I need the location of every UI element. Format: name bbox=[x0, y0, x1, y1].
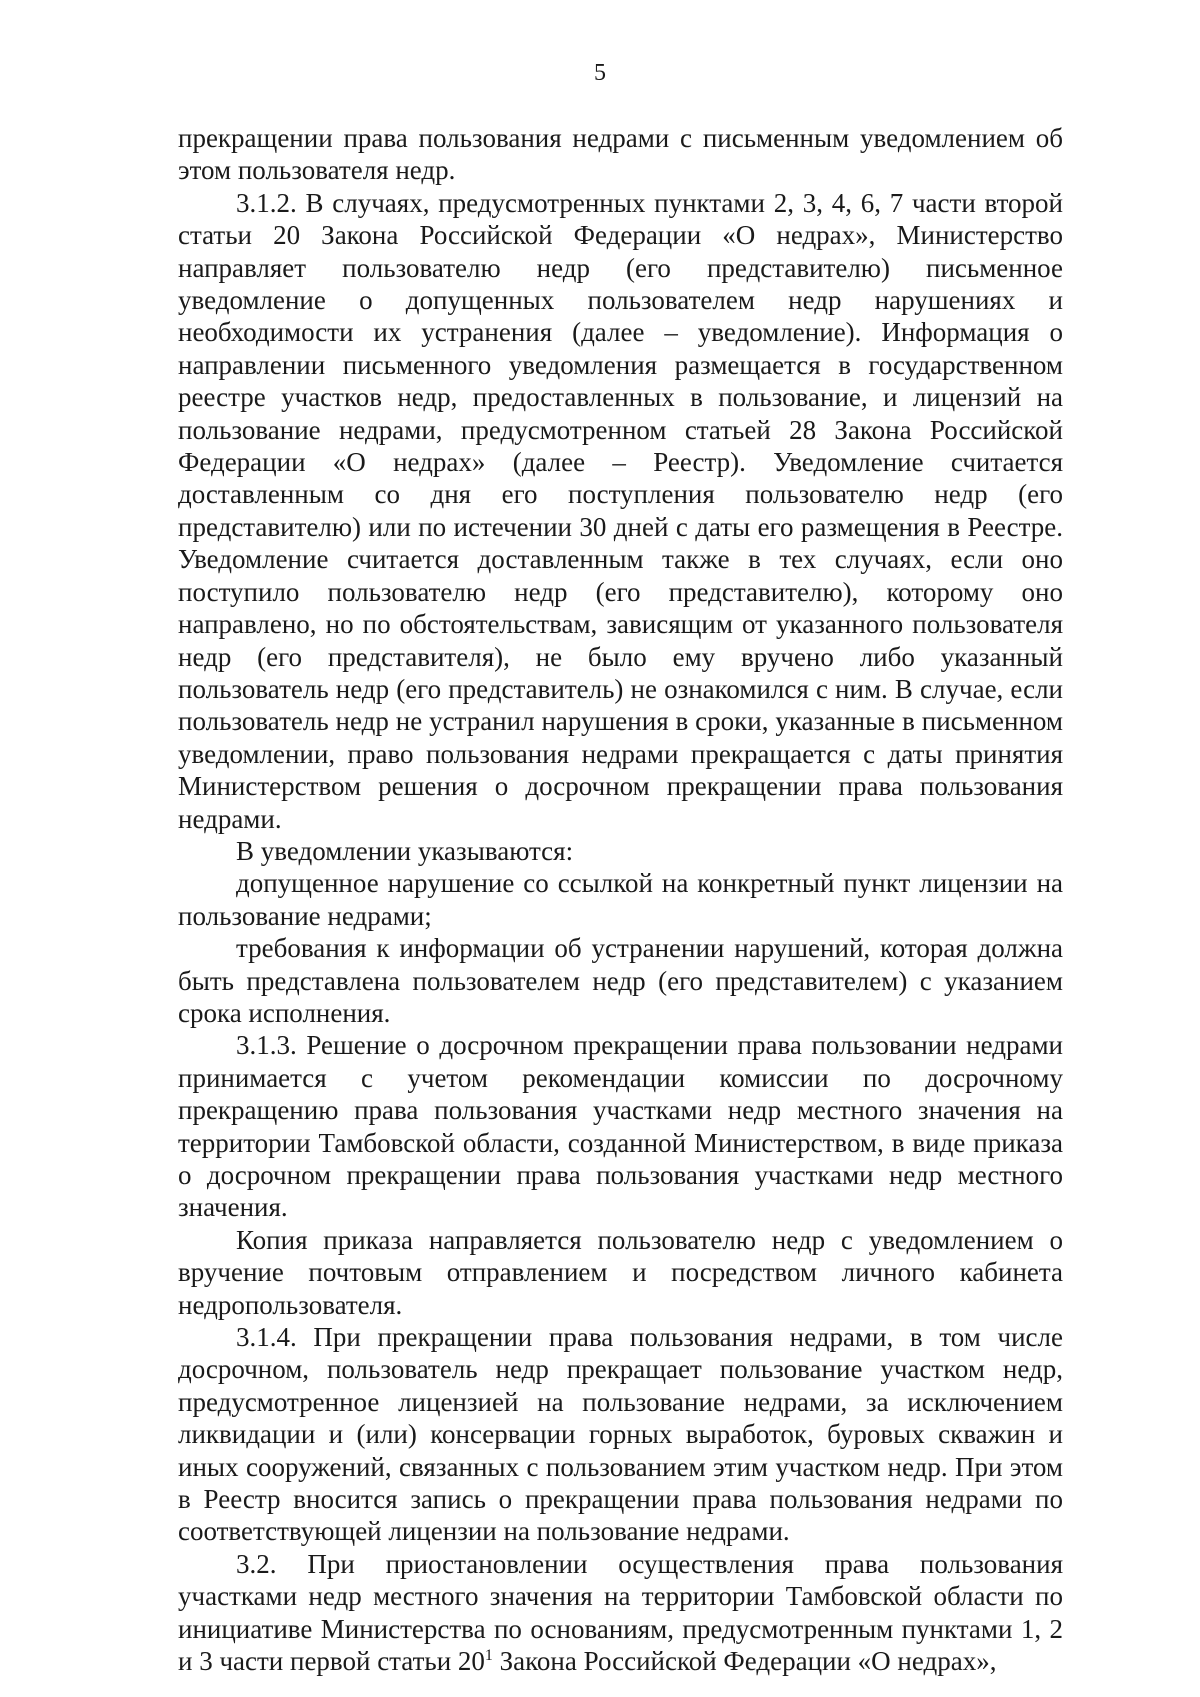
paragraph-3-1-3: 3.1.3. Решение о досрочном прекращении права пользовании недрами принимается с учетом рекомендации комиссии по досрочному прекращению права пользования участками недр местного значения на территории Тамбовской области, созданной Министерством, в виде приказа о досрочном прекращении права пользования участками недр местного значения. bbox=[178, 1030, 1063, 1223]
paragraph-3-2 bbox=[178, 1548, 1063, 1678]
page-number: 5 bbox=[594, 60, 606, 86]
document-body bbox=[178, 122, 1063, 1678]
paragraph-3-1-4: 3.1.4. При прекращении права пользования недрами, в том числе досрочном, пользователь недр прекращает пользование участком недр, предусмотренное лицензией на пользование недрами, за исключением ликвидации и (или) консервации горных выработок, буровых скважин и иных сооружений, связанных с пользованием этим участком недр. При этом в Реестр вносится запись о прекращении права пользования недрами по соответствующей лицензии на пользование недрами. bbox=[178, 1322, 1063, 1547]
paragraph-3-2-text: 3.2. При приостановлении осуществления права пользования участками недр местного значения на территории Тамбовской области по инициативе Министерства по основаниям, предусмотренным пунктами 1, 2 и 3 части первой статьи 20 bbox=[178, 1548, 1063, 1677]
paragraph-violation-item: допущенное нарушение со ссылкой на конкретный пункт лицензии на пользование недрами; bbox=[178, 868, 1063, 931]
paragraph-continuation: прекращении права пользования недрами с письменным уведомлением об этом пользователя недр. bbox=[178, 123, 1063, 186]
paragraph-notification-contents: В уведомлении указываются: bbox=[236, 835, 574, 866]
paragraph-order-copy: Копия приказа направляется пользователю недр с уведомлением о вручение почтовым отправлением и посредством личного кабинета недропользователя. bbox=[178, 1224, 1063, 1320]
paragraph-requirements-item: требования к информации об устранении нарушений, которая должна быть представлена пользователем недр (его представителем) с указанием срока исполнения. bbox=[178, 933, 1063, 1028]
article-superscript: 1 bbox=[484, 1647, 493, 1665]
paragraph-3-2-tail: Закона Российской Федерации «О недрах», bbox=[492, 1646, 997, 1677]
paragraph-3-1-2: 3.1.2. В случаях, предусмотренных пунктами 2, 3, 4, 6, 7 части второй статьи 20 Закона Российской Федерации «О недрах», Министерство направляет пользователю недр (его представителю) письменное уведомление о допущенных пользователем недр нарушениях и необходимости их устранения (далее – уведомление). Информация о направлении письменного уведомления размещается в государственном реестре участков недр, предоставленных в пользование, и лицензий на пользование недрами, предусмотренном статьей 28 Закона Российской Федерации «О недрах» (далее – Реестр). Уведомление считается доставленным со дня его поступления пользователю недр (его представителю) или по истечении 30 дней с даты его размещения в Реестре. Уведомление считается доставленным также в тех случаях, если оно поступило пользователю недр (его представителю), которому оно направлено, но по обстоятельствам, зависящим от указанного пользователя недр (его представителя), не было ему вручено либо указанный пользователь недр (его представитель) не ознакомился с ним. В случае, если пользователь недр не устранил нарушения в сроки, указанные в письменном уведомлении, право пользования недрами прекращается с даты принятия Министерством решения о досрочном прекращении права пользования недрами. bbox=[178, 187, 1063, 834]
